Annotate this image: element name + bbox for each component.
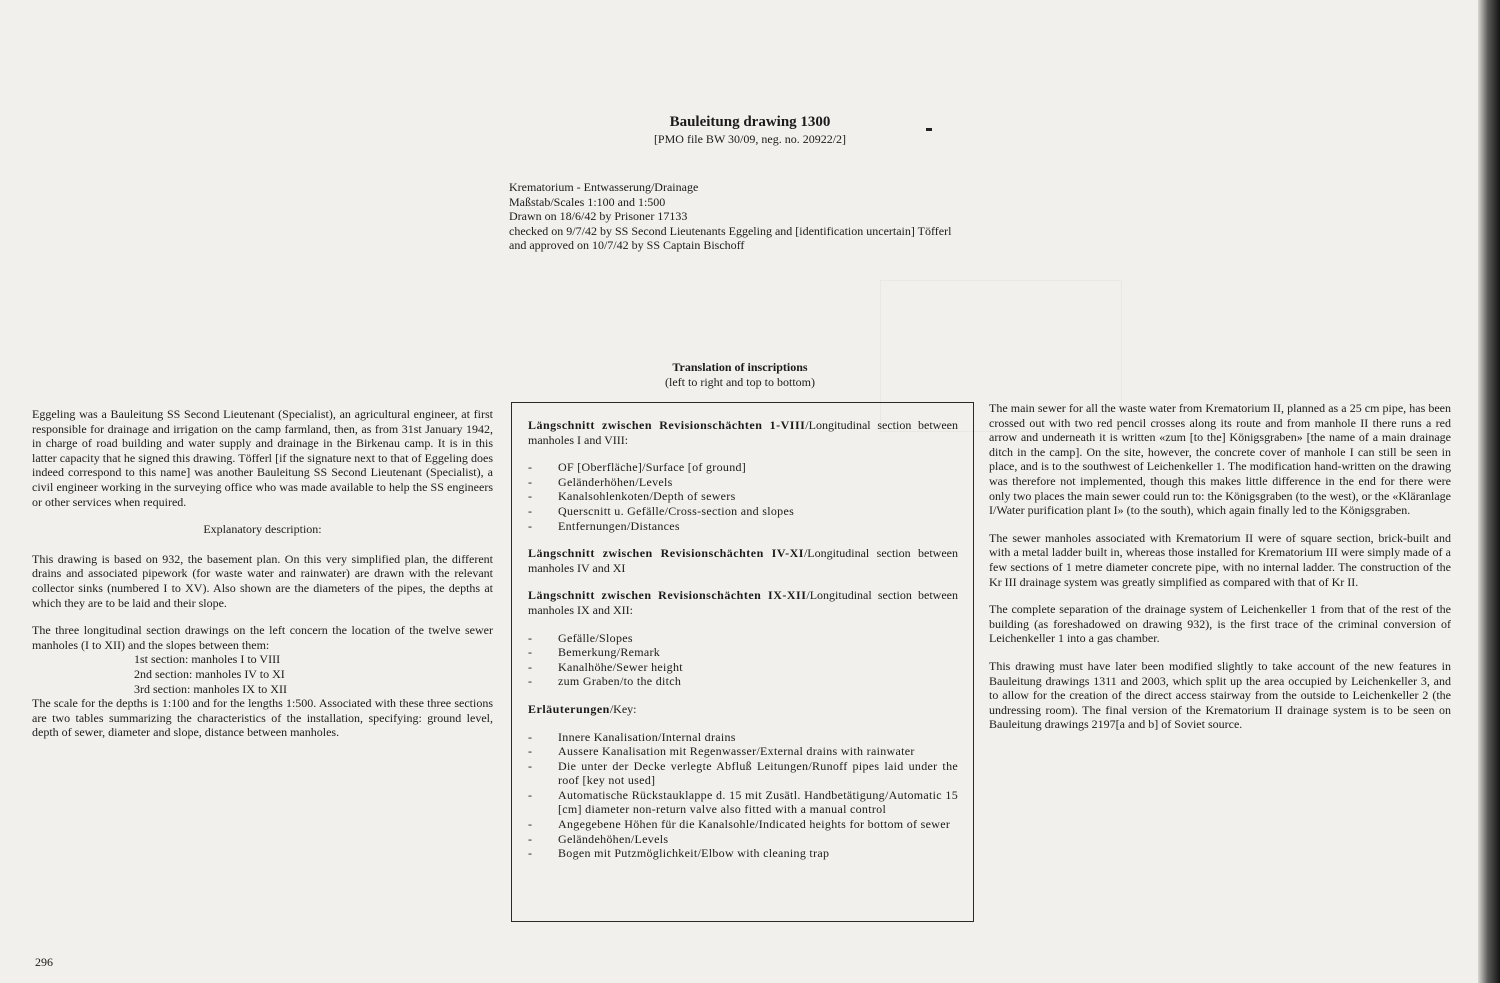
section-heading: Längschnitt zwischen Revisionschächten IV-XI/Longitudinal section between manholes IV and XI: [528, 546, 958, 575]
list-item: - Entfernungen/Distances: [528, 519, 958, 534]
page-title: Bauleitung drawing 1300: [669, 114, 831, 130]
paragraph: This drawing is based on 932, the basement plan. On this very simplified plan, the different drains and associated pipework (for waste water and rainwater) are drawn with the relevant collector sinks (numbered I to XV). Also shown are the diameters of the pipes, the depths at which they are to be laid and their slope.: [32, 551, 493, 610]
list-item: - Die unter der Decke verlegte Abfluß Leitungen/Runoff pipes laid under the roof [key not used]: [528, 759, 958, 788]
paragraph: The sewer manholes associated with Krematorium II were of square section, brick-built and with a metal ladder built in, whereas those installed for Krematorium III were simply made of a few sections of 1 metre diameter concrete pipe, with no internal ladder. The construction of the Kr III drainage system was greatly simplified as compared with that of Kr II.: [989, 530, 1451, 589]
section-item: 2nd section: manholes IV to XI: [134, 666, 285, 681]
section-items: [528, 631, 958, 689]
list-item: - Bemerkung/Remark: [528, 645, 958, 660]
list-item: - Angegebene Höhen für die Kanalsohle/Indicated heights for bottom of sewer: [528, 817, 958, 832]
translation-heading: [600, 360, 880, 389]
meta-line: and approved on 10/7/42 by SS Captain Bischoff: [509, 238, 745, 253]
list-item: - Gefälle/Slopes: [528, 631, 958, 646]
paragraph: The scale for the depths is 1:100 and for the lengths 1:500. Associated with these three sections are two tables summarizing the characteristics of the installation, specifying: ground level, depth of sewer, diameter and slope, distance between manholes.: [32, 696, 493, 740]
list-item: - Geländerhöhen/Levels: [528, 475, 958, 490]
meta-line: Maßstab/Scales 1:100 and 1:500: [509, 194, 666, 209]
section-item: 1st section: manholes I to VIII: [134, 652, 281, 667]
meta-line: Krematorium - Entwasserung/Drainage: [509, 180, 699, 194]
page-number: 296: [35, 955, 53, 969]
key-items: [528, 730, 958, 861]
list-item: - zum Graben/to the ditch: [528, 674, 958, 689]
list-item: - Kanalsohlenkoten/Depth of sewers: [528, 489, 958, 504]
section-items: [528, 460, 958, 533]
section-item: 3rd section: manholes IX to XII: [134, 681, 287, 696]
translation-box: [511, 402, 974, 922]
list-item: - Automatische Rückstauklappe d. 15 mit Zusätl. Handbetätigung/Automatic 15 [cm] diameter non-return valve also fitted with a manual control: [528, 788, 958, 817]
ink-mark: [926, 128, 932, 131]
list-item: - Geländehöhen/Levels: [528, 832, 958, 847]
paragraph: This drawing must have later been modified slightly to take account of the new features in Bauleitung drawings 1311 and 2003, which split up the area occupied by Leichenkeller 3, and to allow for the creation of the direct access stairway from the outside to Leichenkeller 2 (the undressing room). The final version of the Krematorium II drainage system is to be seen on Bauleitung drawings 2197[a and b] of Soviet source.: [989, 658, 1451, 732]
paragraph: The complete separation of the drainage system of Leichenkeller 1 from that of the rest of the building (as foreshadowed on drawing 932), is the first trace of the criminal conversion of Leichenkeller 1 into a gas chamber.: [989, 602, 1451, 646]
right-column: [989, 401, 1451, 732]
section-heading: Längschnitt zwischen Revisionschächten 1-VIII/Longitudinal section between manholes I and VIII:: [528, 418, 958, 447]
explanatory-heading: Explanatory description:: [203, 522, 322, 537]
meta-line: checked on 9/7/42 by SS Second Lieutenants Eggeling and [identification uncertain] Töfferl: [509, 223, 952, 238]
meta-line: Drawn on 18/6/42 by Prisoner 17133: [509, 209, 688, 224]
list-item: - OF [Oberfläche]/Surface [of ground]: [528, 460, 958, 475]
paragraph: The main sewer for all the waste water from Krematorium II, planned as a 25 cm pipe, has been crossed out with two red pencil crosses along its route and from manhole II there runs a red arrow and underneath it is written «zum [to the] Königsgraben» [the name of a main drainage ditch in the camp]. On the site, however, the concrete cover of manhole I can still be seen in place, and is to the southwest of Leichenkeller 1. The modification hand-written on the drawing was therefore not implemented, though this makes little difference in the end for there were only two places the main sewer could run to: the Königsgraben (to the west), or the «Kläranlage I/Water purification plant I» (to the south), which again finally led to the Königsgraben.: [989, 401, 1451, 518]
key-heading: Erläuterungen/Key:: [528, 701, 637, 716]
drawing-metadata: [509, 180, 951, 253]
list-item: - Querscnitt u. Gefälle/Cross-section and slopes: [528, 504, 958, 519]
list-item: - Kanalhöhe/Sewer height: [528, 660, 958, 675]
file-reference: [PMO file BW 30/09, neg. no. 20922/2]: [653, 132, 847, 146]
page-binding-shadow: [1478, 0, 1500, 983]
section-heading: Längschnitt zwischen Revisionschächten IX-XII/Longitudinal section between manholes IX and XII:: [528, 588, 958, 617]
intro-paragraph: Eggeling was a Bauleitung SS Second Lieutenant (Specialist), an agricultural engineer, at first responsible for drainage and irrigation on the camp farmland, then, as from 31st January 1942, in charge of road building and water supply and drainage in the Birkenau camp. It is in this latter capacity that he signed this drawing. Töfferl [if the signature next to that of Eggeling does indeed correspond to this name] was another Bauleitung SS Second Lieutenant (Specialist), a civil engineer working in the surveying office who was made available to help the SS engineers or other services when required.: [32, 407, 493, 509]
list-item: - Bogen mit Putzmöglichkeit/Elbow with cleaning trap: [528, 846, 958, 861]
list-item: - Aussere Kanalisation mit Regenwasser/External drains with rainwater: [528, 744, 958, 759]
section-list: [32, 652, 493, 696]
translation-title: Translation of inscriptions: [672, 360, 808, 374]
translation-subtitle: (left to right and top to bottom): [665, 374, 815, 389]
left-column: [32, 407, 493, 740]
paragraph: The three longitudinal section drawings on the left concern the location of the twelve sewer manholes (I to XII) and the slopes between them:: [32, 623, 493, 652]
list-item: - Innere Kanalisation/Internal drains: [528, 730, 958, 745]
